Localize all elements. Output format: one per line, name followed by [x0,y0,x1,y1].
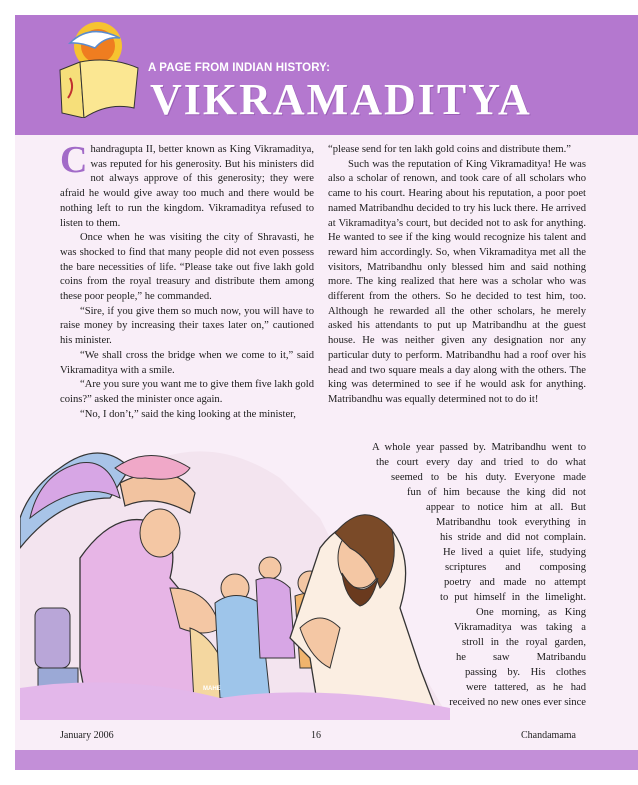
text-line: Matribandhu took everything in [436,517,586,528]
text-line: A whole year passed by. Matribandhu went to [372,442,586,453]
paragraph: “Sire, if you give them so much now, you will have to raise money by increasing their taxes later on,” cautioned his minister. [60,305,314,347]
page-kicker: A PAGE FROM INDIAN HISTORY: [148,62,331,74]
text-line: to put himself in the limelight. [440,592,586,603]
page-title: VIKRAMADITYA [150,75,532,124]
paragraph: “No, I don’t,” said the king looking at the minister, [80,408,296,420]
left-column [60,139,314,422]
paragraph: “Are you sure you want me to give them five lakh gold coins?” asked the minister once again. [60,379,314,405]
paragraph: “please send for ten lakh gold coins and distribute them.” [328,144,571,155]
illustration-signature: MAHE [203,686,221,692]
text-line: He lived a quiet life, studying [443,547,586,558]
paragraph: Once when he was visiting the city of Shravasti, he was shocked to find that many people did not even possess the bare necessities of life. “Please take out five lakh gold coins from the royal treasury and distribute them among these poor people,” he commanded. [60,232,314,303]
right-column [328,143,586,408]
chandamama-logo-icon [50,18,145,118]
text-line: Vikramaditya was taking a [454,622,586,633]
footer-date: January 2006 [60,730,114,741]
text-line: poetry and made no attempt [444,577,586,588]
paragraph: “We shall cross the bridge when we come to it,” said Vikramaditya with a smile. [60,349,314,376]
text-line: seemed to be his duty. Everyone made [391,472,586,483]
paragraph: Such was the reputation of King Vikramaditya! He was also a scholar of renown, and took care of all scholars who came to his court. Hearing about his reputation, a poor poet named Matribandhu decided to try his luck there. He arrived at Vikramaditya’s court, but decided not to ask for anything. He wanted to see if the king would recognize his talent and reward him accordingly. So, when Vikramaditya met all the visitors, Matribandhu only blessed him and said nothing more. The king realized that here was a scholar who was different from the others. So he decided to test him, too. Although he rewarded all the other scholars, he merely asked his attendants to put up Matribandhu at the guest house. He was neither given any designation nor any particular duty to perform. Matribandhu had a roof over his head and two square meals a day along with the others. The king was determined to see if he would ask for anything. Matribandhu was equally determined not to do it! [328,158,586,405]
text-line: his stride and did not complain. [440,532,586,543]
text-line: appear to notice him at all. But [426,502,586,513]
footer-page-number: 16 [311,730,321,741]
text-line: stroll in the royal garden, [462,637,586,648]
text-line: the court every day and tried to do what [376,457,586,468]
text-line: were tattered, as he had [466,682,586,693]
text-line: fun of him because the king did not [407,487,586,498]
illustration-king-and-poet [20,438,450,720]
drop-cap: C [60,139,88,181]
text-line: One morning, as King [476,607,586,618]
footer-magazine: Chandamama [521,730,576,741]
paragraph: Chandragupta II, better known as King Vikramaditya, was reputed for his generosity. But his ministers did not always approve of this generosity; they were afraid he would give away too much and there would be nothing left to run the kingdom. Vikramaditya refused to listen to them. [60,139,314,229]
text-line: scriptures and composing [445,562,586,573]
text-line: passing by. His clothes [465,667,586,678]
text-line: he saw Matribandu [456,652,586,663]
text-line: received no new ones ever since [449,697,586,708]
